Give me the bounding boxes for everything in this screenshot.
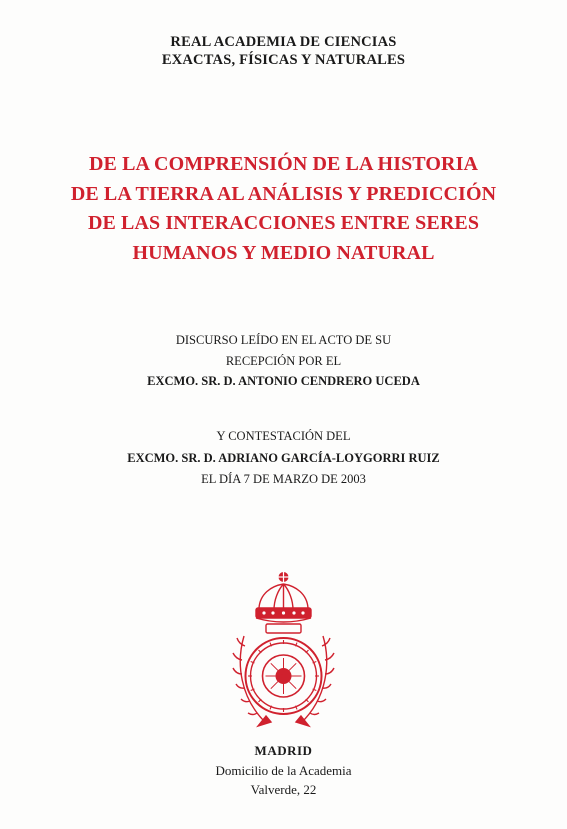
title-line: DE LA COMPRENSIÓN DE LA HISTORIA <box>88 153 479 175</box>
academy-header <box>0 33 567 69</box>
speech-block <box>0 330 567 392</box>
imprint-city: MADRID <box>254 743 313 758</box>
speech-author: EXCMO. SR. D. ANTONIO CENDRERO UCEDA <box>147 374 420 388</box>
title-line: HUMANOS Y MEDIO NATURAL <box>132 241 435 264</box>
reply-respondent: EXCMO. SR. D. ADRIANO GARCÍA-LOYGORRI RUIZ <box>127 450 440 465</box>
document-title <box>0 150 567 268</box>
academy-name-line-1: REAL ACADEMIA DE CIENCIAS <box>170 34 397 50</box>
imprint-address-line-2: Valverde, 22 <box>250 782 317 797</box>
reply-date: EL DÍA 7 DE MARZO DE 2003 <box>201 472 366 486</box>
speech-intro-line-2: RECEPCIÓN POR EL <box>225 353 342 368</box>
title-line: DE LAS INTERACCIONES ENTRE SERES <box>87 212 480 234</box>
reply-intro: Y CONTESTACIÓN DEL <box>216 429 351 443</box>
title-line: DE LA TIERRA AL ANÁLISIS Y PREDICCIÓN <box>70 182 497 205</box>
imprint-block <box>0 741 567 800</box>
imprint-address-line-1: Domicilio de la Academia <box>215 762 352 778</box>
academy-name-line-2: EXACTAS, FÍSICAS Y NATURALES <box>161 52 406 68</box>
reply-block <box>0 426 567 491</box>
academy-crest-seal-icon <box>226 568 341 730</box>
speech-intro-line-1: DISCURSO LEÍDO EN EL ACTO DE SU <box>175 333 392 347</box>
